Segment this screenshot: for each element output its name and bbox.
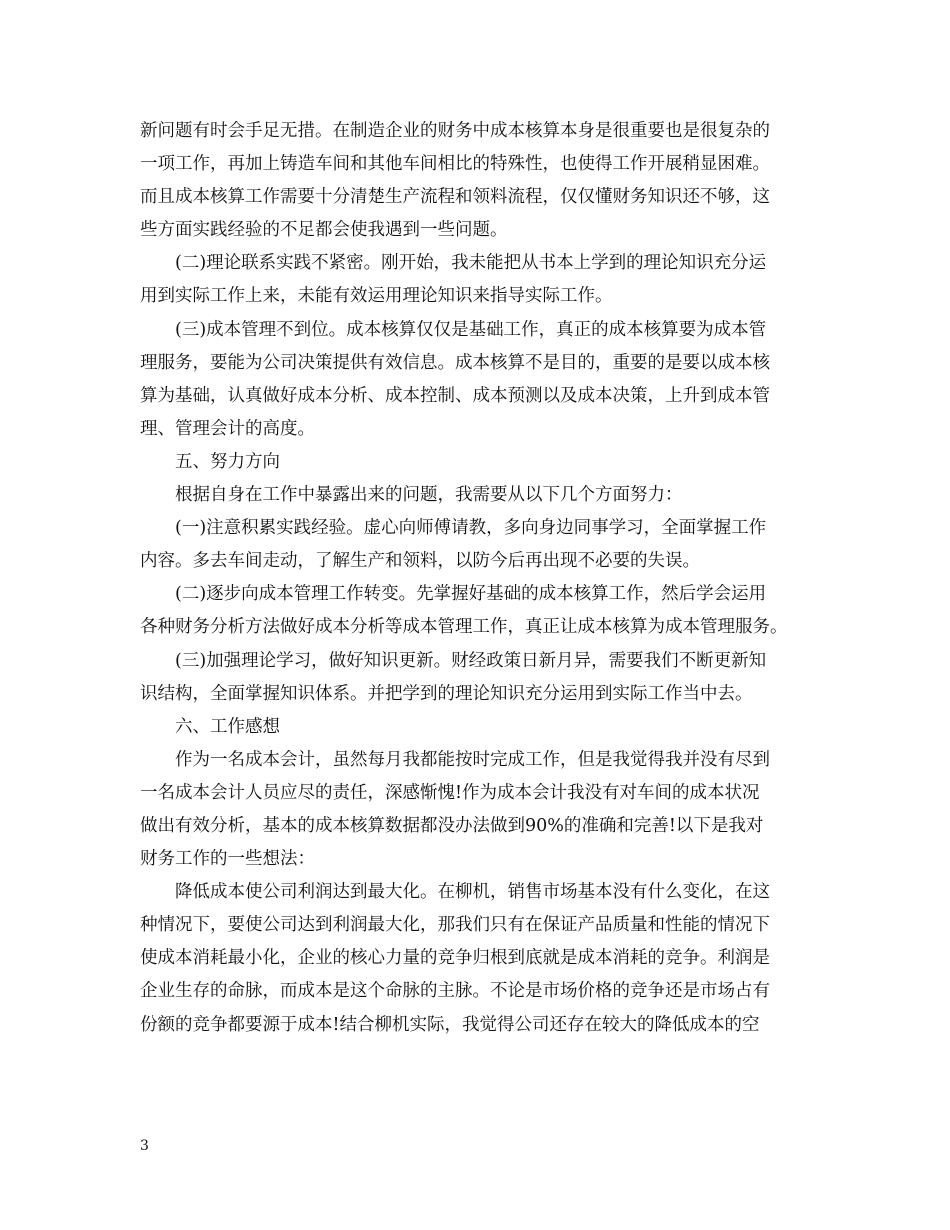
text-line: 而且成本核算工作需要十分清楚生产流程和领料流程，仅仅懂财务知识还不够，这 <box>140 187 770 208</box>
text-line: 些方面实践经验的不足都会使我遇到一些问题。 <box>140 220 508 241</box>
text-line: 作为一名成本会计，虽然每月我都能按时完成工作，但是我觉得我并没有尽到 <box>175 749 770 770</box>
text-line: 财务工作的一些想法： <box>140 849 315 870</box>
text-line: 一项工作，再加上铸造车间和其他车间相比的特殊性，也使得工作开展稍显困难。 <box>140 154 770 175</box>
text-line: (三)成本管理不到位。成本核算仅仅是基础工作，真正的成本核算要为成本管 <box>175 319 767 340</box>
text-line: 使成本消耗最小化，企业的核心力量的竞争归根到底就是成本消耗的竞争。利润是 <box>140 948 770 969</box>
text-line: 各种财务分析方法做好成本分析等成本管理工作，真正让成本核算为成本管理服务。 <box>140 617 788 638</box>
text-line: 理服务，要能为公司决策提供有效信息。成本核算不是目的，重要的是要以成本核 <box>140 352 770 373</box>
text-line: 六、工作感想 <box>175 716 280 737</box>
text-line: 新问题有时会手足无措。在制造企业的财务中成本核算本身是很重要也是很复杂的 <box>140 121 770 141</box>
text-line: 种情况下，要使公司达到利润最大化，那我们只有在保证产品质量和性能的情况下 <box>140 915 770 936</box>
text-line: 根据自身在工作中暴露出来的问题，我需要从以下几个方面努力： <box>175 485 683 506</box>
text-line: 五、努力方向 <box>175 451 280 472</box>
text-line: (一)注意积累实践经验。虚心向师傅请教，多向身边同事学习，全面掌握工作 <box>175 518 767 539</box>
page-number: 3 <box>140 1138 149 1154</box>
text-line: 内容。多去车间走动，了解生产和领料，以防今后再出现不必要的失误。 <box>140 551 700 572</box>
text-line: 识结构，全面掌握知识体系。并把学到的理论知识充分运用到实际工作当中去。 <box>140 683 753 704</box>
body-text <box>140 115 815 1042</box>
text-line: 理、管理会计的高度。 <box>140 418 315 439</box>
text-line: 做出有效分析，基本的成本核算数据都没办法做到90%的准确和完善!以下是我对 <box>140 815 764 836</box>
text-line: 份额的竞争都要源于成本!结合柳机实际，我觉得公司还存在较大的降低成本的空 <box>140 1014 760 1035</box>
text-line: (二)理论联系实践不紧密。刚开始，我未能把从书本上学到的理论知识充分运 <box>175 253 767 274</box>
text-line: 用到实际工作上来，未能有效运用理论知识来指导实际工作。 <box>140 286 613 307</box>
text-line: (三)加强理论学习，做好知识更新。财经政策日新月异，需要我们不断更新知 <box>175 650 767 671</box>
text-line: 企业生存的命脉，而成本是这个命脉的主脉。不论是市场价格的竞争还是市场占有 <box>140 981 770 1002</box>
text-line: 一名成本会计人员应尽的责任，深感惭愧!作为成本会计我没有对车间的成本状况 <box>140 782 760 803</box>
text-line: 算为基础，认真做好成本分析、成本控制、成本预测以及成本决策，上升到成本管 <box>140 385 770 406</box>
text-line: (二)逐步向成本管理工作转变。先掌握好基础的成本核算工作，然后学会运用 <box>175 584 767 605</box>
text-line: 降低成本使公司利润达到最大化。在柳机，销售市场基本没有什么变化，在这 <box>175 882 770 903</box>
